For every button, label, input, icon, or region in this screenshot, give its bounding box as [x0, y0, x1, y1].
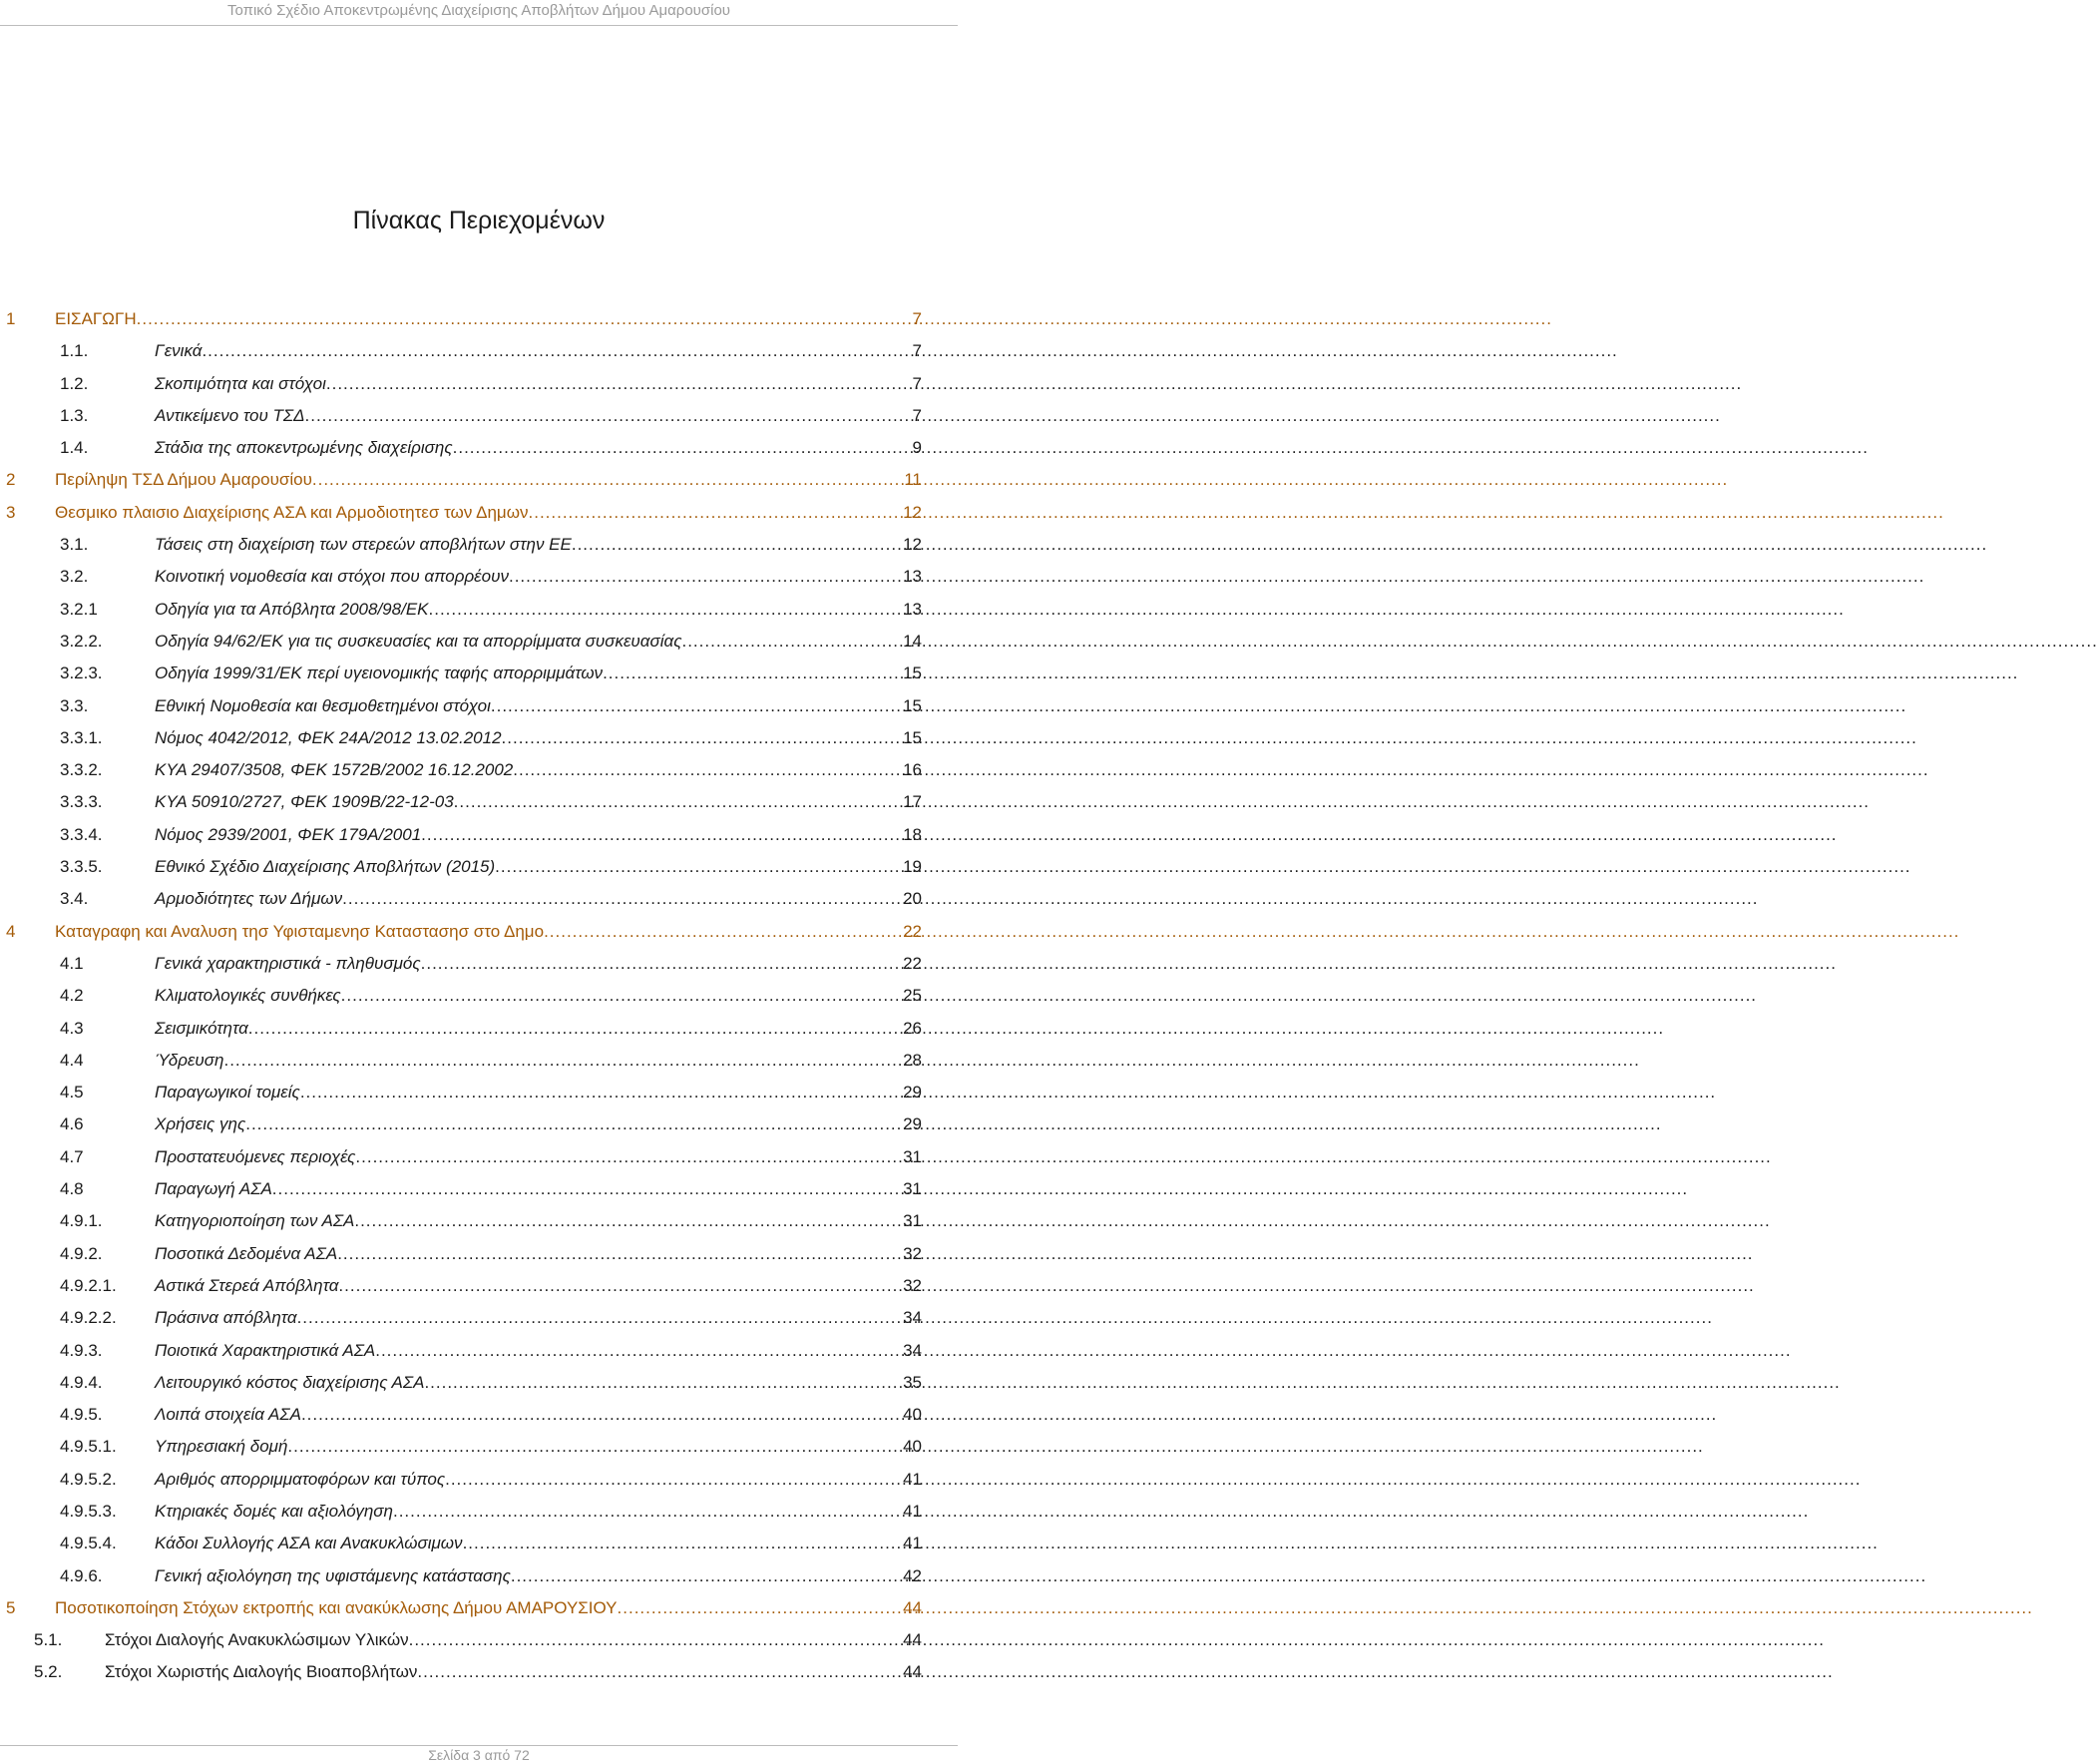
toc-entry-title[interactable]: Κοινοτική νομοθεσία και στόχοι που απορρέουν	[155, 567, 509, 587]
toc-entry-title[interactable]: Περίληψη ΤΣΔ Δήμου Αμαρουσίου	[55, 470, 312, 490]
toc-entry-page: 14	[903, 631, 922, 651]
toc-entry-title[interactable]: Κατηγοριοποίηση των ΑΣΑ	[155, 1211, 355, 1231]
toc-entry-number: 4.9.2.1.	[60, 1275, 117, 1295]
toc-entry-number: 4.9.6.	[60, 1565, 103, 1585]
toc-entry-title[interactable]: Εθνική Νομοθεσία και θεσμοθετημένοι στόχοι	[155, 695, 491, 715]
toc-entry[interactable]	[0, 851, 958, 883]
dot-leader	[453, 437, 913, 459]
toc-entry-page: 12	[903, 535, 922, 555]
toc-entry-number: 3.3.1.	[60, 727, 103, 747]
toc-entry-title[interactable]: Γενική αξιολόγηση της υφιστάμενης κατάστασης	[155, 1565, 511, 1585]
toc-entry-page: 29	[903, 1114, 922, 1134]
dot-leader	[338, 1275, 903, 1297]
dot-leader	[337, 1243, 903, 1265]
toc-entry-title[interactable]: Οδηγία 1999/31/ΕΚ περί υγειονομικής ταφής απορριμμάτων	[155, 663, 604, 683]
toc-entry[interactable]	[0, 1496, 958, 1528]
toc-entry-page: 7	[912, 405, 922, 425]
toc-entry-page: 44	[903, 1662, 922, 1682]
dot-leader	[312, 469, 904, 491]
dot-leader	[491, 695, 903, 717]
toc-entry-number: 4.8	[60, 1179, 84, 1199]
toc-entry-number: 4.9.2.	[60, 1243, 103, 1263]
toc-entry-number: 4.5	[60, 1083, 84, 1102]
toc-entry-title[interactable]: Στάδια της αποκεντρωμένης διαχείρισης	[155, 438, 453, 458]
toc-entry-page: 28	[903, 1050, 922, 1070]
toc-entry[interactable]	[0, 1173, 958, 1205]
toc-entry-number: 3.3.4.	[60, 824, 103, 844]
dot-leader	[137, 308, 913, 330]
toc-entry-page: 31	[903, 1179, 922, 1199]
dot-leader	[529, 502, 904, 524]
dot-leader	[495, 856, 903, 878]
toc-entry-page: 22	[903, 953, 922, 973]
toc-entry[interactable]	[0, 464, 958, 496]
dot-leader	[301, 1404, 903, 1426]
toc-entry-title[interactable]: Στόχοι Χωριστής Διαλογής Βιοαποβλήτων	[105, 1662, 418, 1682]
toc-entry-title[interactable]: Οδηγία 94/62/ΕΚ για τις συσκευασίες και τα απορρίμματα συσκευασίας	[155, 631, 682, 651]
toc-entry-page: 19	[903, 857, 922, 877]
dot-leader	[429, 599, 904, 621]
toc-entry-page: 41	[903, 1501, 922, 1521]
toc-entry-title[interactable]: Προστατευόμενες περιοχές	[155, 1146, 356, 1166]
toc-entry-title[interactable]: Σκοπιμότητα και στόχοι	[155, 373, 326, 393]
toc-entry[interactable]	[0, 1238, 958, 1270]
toc-entry-page: 22	[903, 921, 922, 941]
toc-entry-page: 15	[903, 663, 922, 683]
toc-entry-page: 41	[903, 1534, 922, 1553]
toc-entry-page: 41	[903, 1469, 922, 1489]
dot-leader	[454, 791, 903, 813]
toc-entry-page: 7	[912, 373, 922, 393]
toc-entry[interactable]	[0, 368, 958, 400]
toc-entry-page: 7	[912, 309, 922, 328]
dot-leader	[245, 1113, 903, 1135]
toc-entry-number: 4.9.4.	[60, 1372, 103, 1392]
toc-entry[interactable]	[0, 1270, 958, 1302]
dot-leader	[354, 1210, 903, 1232]
toc-entry-page: 29	[903, 1083, 922, 1102]
toc-entry-number: 4.3	[60, 1018, 84, 1038]
dot-leader	[223, 1050, 903, 1072]
dot-leader	[287, 1436, 903, 1458]
toc-entry[interactable]	[0, 1205, 958, 1237]
dot-leader	[342, 888, 903, 910]
toc-entry[interactable]	[0, 626, 958, 658]
toc-entry[interactable]	[0, 1464, 958, 1496]
toc-entry[interactable]	[0, 1624, 958, 1656]
toc-entry[interactable]	[0, 948, 958, 980]
toc-entry-number: 4.9.5.2.	[60, 1469, 117, 1489]
dot-leader	[463, 1533, 904, 1554]
dot-leader	[509, 566, 903, 588]
toc-entry-page: 31	[903, 1146, 922, 1166]
toc-entry-title[interactable]: Ύδρευση	[155, 1050, 224, 1070]
toc-entry-page: 13	[903, 567, 922, 587]
dot-leader	[409, 1629, 903, 1651]
toc-entry-number: 3.3.2.	[60, 760, 103, 780]
toc-entry-number: 3.3.5.	[60, 857, 103, 877]
toc-entry-title[interactable]: Κτηριακές δομές και αξιολόγηση	[155, 1501, 393, 1521]
dot-leader	[424, 1372, 903, 1394]
toc-entry-title[interactable]: Αντικείμενο του ΤΣΔ	[155, 405, 305, 425]
toc-entry-title[interactable]: Αρμοδιότητες των Δήμων	[155, 889, 343, 909]
toc-entry-title[interactable]: Λοιπά στοιχεία ΑΣΑ	[155, 1405, 301, 1425]
table-of-contents	[0, 303, 958, 1689]
toc-entry[interactable]	[0, 1077, 958, 1108]
toc-entry-title[interactable]: Στόχοι Διαλογής Ανακυκλώσιμων Υλικών	[105, 1630, 409, 1650]
toc-title: Πίνακας Περιεχομένων	[352, 207, 606, 234]
toc-entry[interactable]	[0, 303, 958, 335]
toc-entry-title[interactable]: Αριθμός απορριμματοφόρων και τύπος	[155, 1469, 446, 1489]
toc-entry-title[interactable]: Ποσοτικά Δεδομένα ΑΣΑ	[155, 1243, 338, 1263]
dot-leader	[417, 1661, 903, 1683]
toc-entry[interactable]	[0, 786, 958, 818]
toc-entry[interactable]	[0, 1560, 958, 1592]
toc-entry[interactable]	[0, 658, 958, 689]
dot-leader	[445, 1469, 903, 1491]
toc-entry-title[interactable]: Οδηγία για τα Απόβλητα 2008/98/ΕΚ	[155, 599, 429, 619]
toc-entry-number: 3.1.	[60, 535, 89, 555]
toc-entry-title[interactable]: Κάδοι Συλλογής ΑΣΑ και Ανακυκλώσιμων	[155, 1534, 463, 1553]
toc-entry[interactable]	[0, 1592, 958, 1624]
toc-entry[interactable]	[0, 1431, 958, 1463]
toc-entry-number: 4.9.5.1.	[60, 1437, 117, 1457]
toc-entry[interactable]	[0, 561, 958, 593]
toc-entry[interactable]	[0, 1045, 958, 1077]
dot-leader	[603, 662, 903, 684]
dot-leader	[272, 1178, 903, 1200]
toc-entry[interactable]	[0, 883, 958, 915]
dot-leader	[355, 1146, 903, 1168]
toc-entry-page: 15	[903, 695, 922, 715]
toc-entry-number: 4.9.3.	[60, 1340, 103, 1360]
toc-entry-number: 4	[6, 921, 16, 941]
toc-entry-page: 40	[903, 1437, 922, 1457]
toc-entry-page: 18	[903, 824, 922, 844]
toc-entry[interactable]	[0, 1656, 958, 1688]
dot-leader	[326, 373, 913, 395]
toc-entry-number: 4.4	[60, 1050, 84, 1070]
dot-leader	[248, 1018, 903, 1040]
toc-entry[interactable]	[0, 1302, 958, 1334]
toc-entry-page: 31	[903, 1211, 922, 1231]
toc-entry[interactable]	[0, 819, 958, 851]
toc-entry-page: 32	[903, 1275, 922, 1295]
toc-entry-page: 17	[903, 792, 922, 812]
toc-entry-number: 2	[6, 470, 16, 490]
page-number-footer: Σελίδα 3 από 72	[428, 1747, 530, 1763]
toc-entry-page: 20	[903, 889, 922, 909]
toc-entry-number: 3.4.	[60, 889, 89, 909]
dot-leader	[511, 1565, 903, 1587]
toc-entry-title[interactable]: Πράσινα απόβλητα	[155, 1308, 297, 1328]
toc-entry[interactable]	[0, 594, 958, 626]
toc-entry-number: 3	[6, 502, 16, 522]
dot-leader	[572, 534, 903, 556]
toc-entry-number: 4.6	[60, 1114, 84, 1134]
toc-entry-page: 13	[903, 599, 922, 619]
toc-entry-number: 1.1.	[60, 341, 89, 361]
toc-entry-number: 4.2	[60, 986, 84, 1006]
toc-entry-title[interactable]: Νόμος 4042/2012, ΦΕΚ 24Α/2012 13.02.2012	[155, 727, 502, 747]
toc-entry-title[interactable]: Λειτουργικό κόστος διαχείρισης ΑΣΑ	[155, 1372, 425, 1392]
toc-entry-title[interactable]: Καταγραφη και Αναλυση τησ Υφισταμενησ Καταστασησ στο Δημο	[55, 921, 545, 941]
toc-entry-title[interactable]: Νόμος 2939/2001, ΦΕΚ 179Α/2001	[155, 824, 422, 844]
footer-divider	[0, 1745, 958, 1746]
toc-entry-number: 3.2.2.	[60, 631, 103, 651]
toc-entry-number: 3.3.	[60, 695, 89, 715]
toc-entry[interactable]	[0, 916, 958, 948]
toc-entry-number: 3.3.3.	[60, 792, 103, 812]
toc-entry-page: 25	[903, 986, 922, 1006]
toc-entry-number: 5.1.	[34, 1630, 63, 1650]
toc-entry-title[interactable]: ΚΥΑ 29407/3508, ΦΕΚ 1572Β/2002 16.12.2002	[155, 760, 514, 780]
toc-entry-title[interactable]: Εθνικό Σχέδιο Διαχείρισης Αποβλήτων (2015)	[155, 857, 496, 877]
toc-entry-number: 1.2.	[60, 373, 89, 393]
toc-entry-page: 11	[904, 470, 922, 490]
toc-entry-number: 4.9.5.3.	[60, 1501, 117, 1521]
toc-entry-number: 4.9.5.4.	[60, 1534, 117, 1553]
toc-entry-title[interactable]: Χρήσεις γης	[155, 1114, 246, 1134]
toc-entry-title[interactable]: Παραγωγή ΑΣΑ	[155, 1179, 272, 1199]
header-divider	[0, 25, 958, 26]
dot-leader	[618, 1597, 904, 1619]
toc-entry[interactable]	[0, 1528, 958, 1559]
toc-entry[interactable]	[0, 1335, 958, 1367]
toc-entry-title[interactable]: Παραγωγικοί τομείς	[155, 1083, 300, 1102]
toc-entry-title[interactable]: Ποιοτικά Χαρακτηριστικά ΑΣΑ	[155, 1340, 376, 1360]
toc-entry[interactable]	[0, 1108, 958, 1140]
toc-entry[interactable]	[0, 432, 958, 464]
dot-leader	[421, 824, 903, 846]
toc-entry[interactable]	[0, 722, 958, 754]
running-header: Τοπικό Σχέδιο Αποκεντρωμένης Διαχείρισης Αποβλήτων Δήμου Αμαρουσίου	[226, 2, 731, 19]
toc-entry-page: 32	[903, 1243, 922, 1263]
toc-entry-number: 4.9.1.	[60, 1211, 103, 1231]
toc-entry-page: 44	[903, 1630, 922, 1650]
toc-entry[interactable]	[0, 400, 958, 432]
toc-entry-page: 7	[912, 341, 922, 361]
toc-entry-page: 12	[903, 502, 922, 522]
toc-entry-number: 4.9.2.2.	[60, 1308, 117, 1328]
toc-entry-title[interactable]: Θεσμικο πλαισιο Διαχείρισης ΑΣΑ και Αρμοδιοτητεσ των Δημων	[55, 502, 529, 522]
toc-entry[interactable]	[0, 1367, 958, 1399]
toc-entry-number: 4.9.5.	[60, 1405, 103, 1425]
toc-entry-page: 35	[903, 1372, 922, 1392]
dot-leader	[502, 727, 904, 749]
toc-entry-page: 44	[903, 1597, 922, 1617]
dot-leader	[681, 631, 903, 653]
toc-entry-number: 5.2.	[34, 1662, 63, 1682]
dot-leader	[202, 340, 912, 362]
toc-entry-number: 4.7	[60, 1146, 84, 1166]
toc-entry-title[interactable]: Ποσοτικοποίηση Στόχων εκτροπής και ανακύκλωσης Δήμου ΑΜΑΡΟΥΣΙΟΥ	[55, 1597, 618, 1617]
dot-leader	[393, 1501, 903, 1523]
toc-entry-number: 5	[6, 1597, 16, 1617]
toc-entry-page: 42	[903, 1565, 922, 1585]
dot-leader	[375, 1340, 903, 1362]
dot-leader	[544, 921, 903, 943]
toc-entry-page: 34	[903, 1308, 922, 1328]
toc-entry-number: 3.2.	[60, 567, 89, 587]
toc-entry-page: 26	[903, 1018, 922, 1038]
toc-entry[interactable]	[0, 1399, 958, 1431]
toc-entry-number: 3.2.3.	[60, 663, 103, 683]
toc-entry-number: 1	[6, 309, 16, 328]
dot-leader	[513, 759, 903, 781]
toc-entry-number: 1.3.	[60, 405, 89, 425]
toc-entry-title[interactable]: ΕΙΣΑΓΩΓΗ	[55, 309, 137, 328]
toc-entry-title[interactable]: Γενικά	[155, 341, 203, 361]
toc-entry-page: 15	[903, 727, 922, 747]
dot-leader	[305, 405, 913, 427]
toc-entry[interactable]	[0, 1141, 958, 1173]
toc-entry-title[interactable]: Υπηρεσιακή δομή	[155, 1437, 288, 1457]
dot-leader	[341, 985, 903, 1007]
toc-entry[interactable]	[0, 980, 958, 1012]
toc-entry[interactable]	[0, 497, 958, 529]
toc-entry-title[interactable]: Αστικά Στερεά Απόβλητα	[155, 1275, 339, 1295]
dot-leader	[300, 1082, 903, 1103]
toc-entry-page: 9	[912, 438, 922, 458]
toc-entry-page: 40	[903, 1405, 922, 1425]
toc-entry-title[interactable]: Κλιματολογικές συνθήκες	[155, 986, 341, 1006]
toc-entry[interactable]	[0, 1013, 958, 1045]
toc-entry-page: 34	[903, 1340, 922, 1360]
toc-entry-title[interactable]: Τάσεις στη διαχείριση των στερεών αποβλήτων στην ΕΕ	[155, 535, 572, 555]
toc-entry-number: 3.2.1	[60, 599, 98, 619]
toc-entry-title[interactable]: ΚΥΑ 50910/2727, ΦΕΚ 1909Β/22-12-03	[155, 792, 454, 812]
toc-entry-number: 1.4.	[60, 438, 89, 458]
toc-entry[interactable]	[0, 529, 958, 561]
toc-entry-number: 4.1	[60, 953, 84, 973]
dot-leader	[421, 953, 903, 975]
toc-entry-page: 16	[903, 760, 922, 780]
dot-leader	[297, 1307, 904, 1329]
toc-entry[interactable]	[0, 690, 958, 722]
toc-entry-title[interactable]: Σεισμικότητα	[155, 1018, 248, 1038]
toc-entry[interactable]	[0, 754, 958, 786]
toc-entry[interactable]	[0, 335, 958, 367]
toc-entry-title[interactable]: Γενικά χαρακτηριστικά - πληθυσμός	[155, 953, 421, 973]
